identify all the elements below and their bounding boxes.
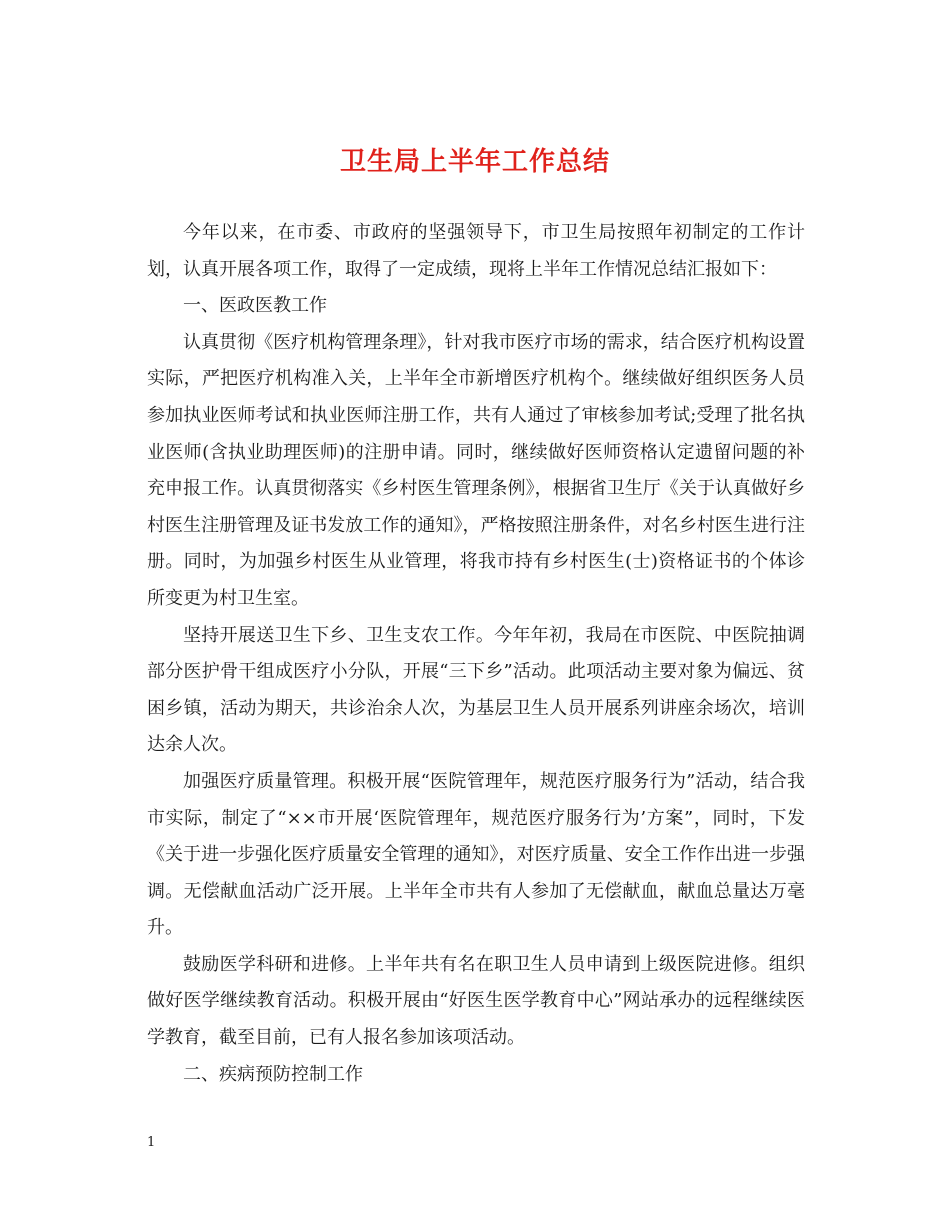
document-body (147, 215, 805, 1093)
intro-paragraph: 今年以来，在市委、市政府的坚强领导下，市卫生局按照年初制定的工作计划，认真开展各项工作，取得了一定成绩，现将上半年工作情况总结汇报如下： (147, 222, 805, 280)
document-title: 卫生局上半年工作总结 (339, 147, 610, 177)
paragraph-medical-institutions: 认真贯彻《医疗机构管理条理》，针对我市医疗市场的需求，结合医疗机构设置实际，严把医疗机构准入关，上半年全市新增医疗机构个。继续做好组织医务人员参加执业医师考试和执业医师注册工作，共有人通过了审核参加考试;受理了批名执业医师(含执业助理医师)的注册申请。同时，继续做好医师资格认定遗留问题的补充申报工作。认真贯彻落实《乡村医生管理条例》，根据省卫生厅《关于认真做好乡村医生注册管理及证书发放工作的通知》，严格按照注册条件，对名乡村医生进行注册。同时，为加强乡村医生从业管理，将我市持有乡村医生(士)资格证书的个体诊所变更为村卫生室。 (147, 331, 805, 609)
section-heading-disease-control: 二、疾病预防控制工作 (183, 1063, 363, 1085)
section-heading-medical-administration: 一、医政医教工作 (183, 295, 327, 317)
paragraph-rural-health-outreach: 坚持开展送卫生下乡、卫生支农工作。今年年初，我局在市医院、中医院抽调部分医护骨干组成医疗小分队，开展“三下乡”活动。此项活动主要对象为偏远、贫困乡镇，活动为期天，共诊治余人次，为基层卫生人员开展系列讲座余场次，培训达余人次。 (147, 624, 805, 756)
page-number: 1 (147, 1135, 156, 1150)
paragraph-medical-quality: 加强医疗质量管理。积极开展“医院管理年，规范医疗服务行为”活动，结合我市实际，制定了“××市开展‘医院管理年，规范医疗服务行为’方案”，同时，下发《关于进一步强化医疗质量安全管理的通知》，对医疗质量、安全工作作出进一步强调。无偿献血活动广泛开展。上半年全市共有人参加了无偿献血，献血总量达万毫升。 (147, 770, 805, 939)
paragraph-research-training: 鼓励医学科研和进修。上半年共有名在职卫生人员申请到上级医院进修。组织做好医学继续教育活动。积极开展由“好医生医学教育中心”网站承办的远程继续医学教育，截至目前，已有人报名参加该项活动。 (147, 953, 805, 1049)
